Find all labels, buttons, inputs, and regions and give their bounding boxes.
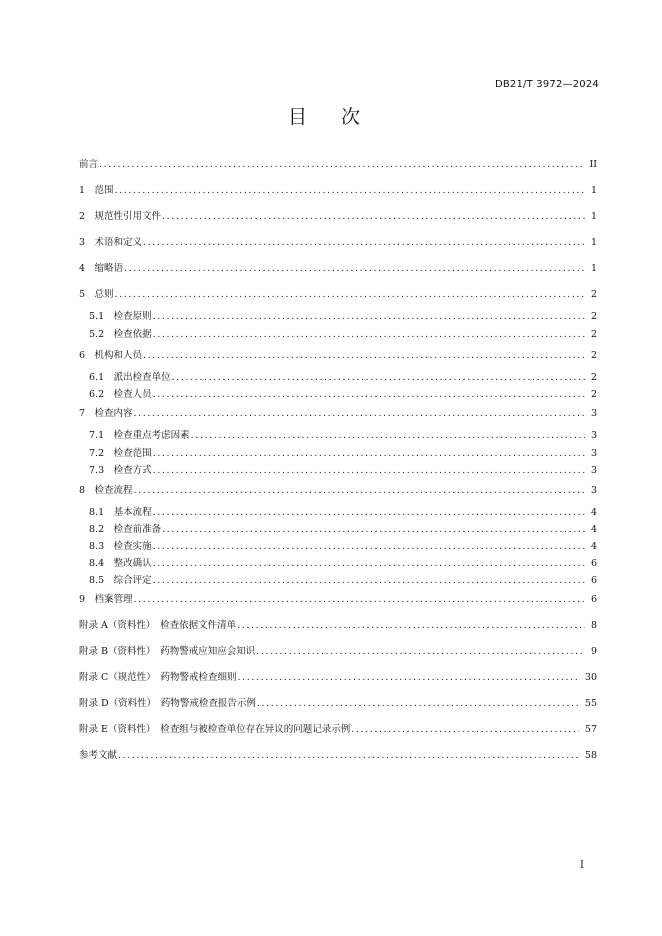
toc-entry[interactable] [79,671,597,685]
toc-leader-dots [153,310,585,324]
toc-entry[interactable] [79,645,597,659]
toc-entry[interactable] [79,723,597,737]
toc-entry-page: 8 [590,620,597,631]
toc-entry-page: 2 [590,289,597,300]
toc-entry-page: 3 [590,430,597,441]
toc-entry-label: 6 机构和人员 [79,350,143,361]
toc-entry[interactable] [89,574,597,588]
toc-entry-page: 6 [590,575,597,586]
toc-entry-label: 8 检查流程 [79,485,133,496]
toc-entry-page: 1 [590,185,597,196]
toc-entry-label: 8.5 综合评定 [89,575,152,586]
toc-leader-dots [191,429,585,443]
toc-entry[interactable] [89,523,597,537]
toc-entry-page: 1 [590,263,597,274]
toc-leader-dots [153,388,585,402]
toc-leader-dots [124,262,585,276]
toc-entry-label: 1 范围 [79,185,114,196]
toc-entry-page: 2 [590,389,597,400]
toc-entry-label: 前言 [79,159,99,170]
toc-entry-page: 4 [590,541,597,552]
page-number: I [580,860,584,871]
toc-entry-page: 2 [590,350,597,361]
toc-leader-dots [172,371,585,385]
toc-entry-label: 9 档案管理 [79,594,133,605]
toc-entry-label: 7.3 检查方式 [89,465,152,476]
toc-entry-label: 3 术语和定义 [79,237,143,248]
toc-entry[interactable] [79,210,597,224]
toc-leader-dots [153,464,585,478]
toc-entry-label: 8.4 整改确认 [89,558,152,569]
toc-entry-label: 附录 C（规范性） 药物警戒检查细则 [79,672,237,683]
toc-entry-page: 3 [590,408,597,419]
toc-entry[interactable] [79,593,597,607]
toc-leader-dots [143,349,585,363]
toc-entry-label: 附录 E（资料性） 检查组与被检查单位存在异议的问题记录示例 [79,724,351,735]
toc-entry-label: 7.1 检查重点考虑因素 [89,430,190,441]
toc-entry[interactable] [89,557,597,571]
toc-entry[interactable] [79,697,597,711]
toc-leader-dots [162,210,585,224]
toc-entry[interactable] [89,371,597,385]
toc-entry-page: 2 [590,329,597,340]
toc-leader-dots [143,236,585,250]
toc-entry-page: 6 [590,558,597,569]
toc-leader-dots [162,523,585,537]
toc-entry-label: 2 规范性引用文件 [79,211,162,222]
toc-entry-page: 1 [590,237,597,248]
document-id: DB21/T 3972—2024 [494,79,599,90]
toc-entry-label: 5.1 检查原则 [89,311,152,322]
toc-leader-dots [115,184,585,198]
toc-entry[interactable] [89,429,597,443]
toc-leader-dots [115,288,585,302]
toc-entry-label: 6.1 派出检查单位 [89,372,171,383]
toc-leader-dots [257,697,579,711]
toc-entry-page: 2 [590,372,597,383]
toc-leader-dots [351,723,579,737]
toc-entry-label: 8.3 检查实施 [89,541,152,552]
toc-leader-dots [238,671,579,685]
toc-entry-label: 7 检查内容 [79,408,133,419]
toc-entry[interactable] [79,749,597,763]
toc-entry[interactable] [89,447,597,461]
toc-leader-dots [134,407,585,421]
toc-leader-dots [134,484,585,498]
toc-leader-dots [153,574,585,588]
toc-entry-page: 55 [584,698,597,709]
toc-entry-page: 9 [590,646,597,657]
toc-entry-page: 3 [590,485,597,496]
toc-entry-page: 57 [584,724,597,735]
toc-entry[interactable] [79,349,597,363]
toc-leader-dots [153,328,585,342]
toc-entry[interactable] [79,407,597,421]
toc-entry-page: 2 [590,311,597,322]
toc-entry-label: 附录 A（资料性） 检查依据文件清单 [79,620,237,631]
toc-entry[interactable] [89,310,597,324]
toc-leader-dots [153,447,585,461]
toc-entry-label: 7.2 检查范围 [89,448,152,459]
toc-entry-page: 30 [584,672,597,683]
toc-entry-label: 8.2 检查前准备 [89,524,162,535]
toc-leader-dots [153,557,585,571]
toc-leader-dots [134,593,585,607]
toc-entry[interactable] [79,288,597,302]
toc-entry[interactable] [89,388,597,402]
toc-entry-label: 8.1 基本流程 [89,507,152,518]
toc-entry-label: 5 总则 [79,289,114,300]
toc-entry[interactable] [79,484,597,498]
toc-entry[interactable] [79,184,597,198]
toc-entry-page: 3 [590,448,597,459]
toc-leader-dots [118,749,579,763]
toc-entry[interactable] [89,506,597,520]
toc-entry[interactable] [89,328,597,342]
toc-entry[interactable] [79,262,597,276]
toc-entry[interactable] [79,236,597,250]
toc-leader-dots [99,158,583,172]
toc-entry-page: 4 [590,524,597,535]
page-title: 目 次 [287,106,375,128]
toc-entry-label: 6.2 检查人员 [89,389,152,400]
toc-entry[interactable] [79,619,597,633]
toc-entry-page: 4 [590,507,597,518]
toc-entry[interactable] [79,158,597,172]
toc-entry-page: 1 [590,211,597,222]
toc-leader-dots [237,619,585,633]
toc-entry-page: 58 [584,750,597,761]
toc-entry-label: 参考文献 [79,750,118,761]
toc-entry-page: 3 [590,465,597,476]
toc-entry-page: II [589,159,597,170]
toc-leader-dots [153,540,585,554]
toc-entry-label: 4 缩略语 [79,263,124,274]
toc-leader-dots [153,506,585,520]
toc-entry-page: 6 [590,594,597,605]
toc-leader-dots [256,645,585,659]
toc-entry-label: 5.2 检查依据 [89,329,152,340]
toc-entry-label: 附录 B（资料性） 药物警戒应知应会知识 [79,646,256,657]
toc-entry[interactable] [89,540,597,554]
toc-entry-label: 附录 D（资料性） 药物警戒检查报告示例 [79,698,256,709]
toc-entry[interactable] [89,464,597,478]
